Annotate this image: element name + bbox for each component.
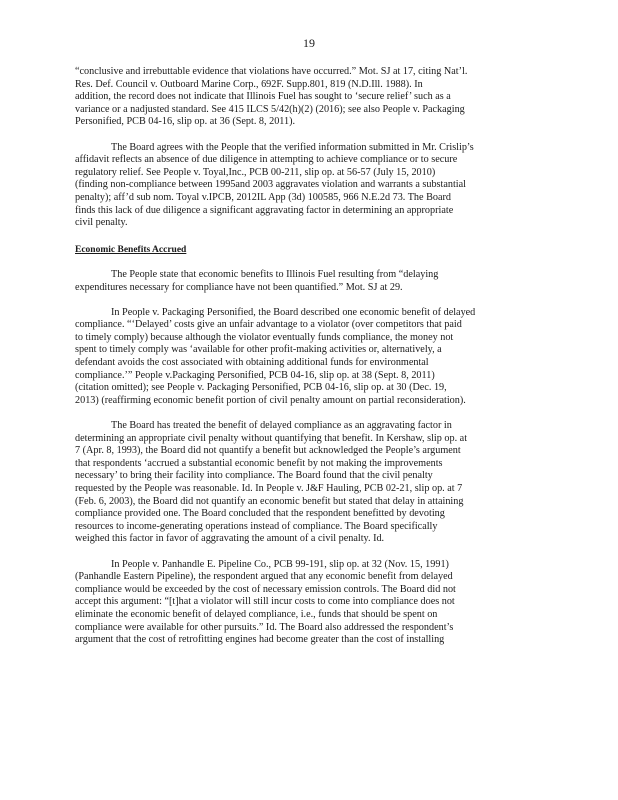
- text-line: regulatory relief. See People v. Toyal,Inc., PCB 00-211, slip op. at 56-57 (July 15, 2010): [75, 166, 436, 178]
- text-line: Res. Def. Council v. Outboard Marine Corp., 692F. Supp.801, 819 (N.D.Ill. 1988). In: [75, 78, 423, 90]
- section-heading: [75, 244, 543, 257]
- text-line: compliance would be exceeded by the cost of necessary emission controls. The Board did not: [75, 583, 456, 595]
- text-line: 2013) (reaffirming economic benefit portion of civil penalty amount on partial reconsideration).: [75, 394, 466, 406]
- text-line: compliance were available for other pursuits.” Id. The Board also addressed the respondent’s: [75, 621, 454, 633]
- text-line: compliance.’” People v.Packaging Personified, PCB 04-16, slip op. at 38 (Sept. 8, 2011): [75, 369, 435, 381]
- text-line: expenditures necessary for compliance have not been quantified.” Mot. SJ at 29.: [75, 281, 403, 293]
- text-line: The People state that economic benefits to Illinois Fuel resulting from “delaying: [111, 268, 439, 280]
- text-line: The Board has treated the benefit of delayed compliance as an aggravating factor in: [111, 420, 452, 432]
- text-line: determining an appropriate civil penalty without quantifying that benefit. In Kershaw, slip op. at: [75, 432, 468, 444]
- text-line: 7 (Apr. 8, 1993), the Board did not quantify a benefit but acknowledged the People’s argument: [75, 445, 461, 457]
- text-line: resources to income-generating operations instead of compliance. The Board specifically: [75, 520, 438, 532]
- text-line: In People v. Panhandle E. Pipeline Co., PCB 99-191, slip op. at 32 (Nov. 15, 1991): [111, 558, 449, 570]
- text-line: variance or a nadjusted standard. See 415 ILCS 5/42(h)(2) (2016); see also People v. Packaging: [75, 103, 465, 115]
- text-line: civil penalty.: [75, 217, 128, 229]
- text-line: (citation omitted); see People v. Packaging Personified, PCB 04-16, slip op. at 30 (Dec. 19,: [75, 382, 447, 394]
- text-line: addition, the record does not indicate that Illinois Fuel has sought to ‘secure relief’ such as a: [75, 91, 451, 103]
- body-paragraph: [75, 66, 543, 129]
- text-line: eliminate the economic benefit of delayed compliance, i.e., funds that should be spent on: [75, 608, 438, 620]
- text-line: affidavit reflects an absence of due diligence in attempting to achieve compliance or to secure: [75, 154, 458, 166]
- text-line: Personified, PCB 04-16, slip op. at 36 (Sept. 8, 2011).: [75, 116, 296, 128]
- text-line: necessary’ to bring their facility into compliance. The Board found that the civil penalty: [75, 470, 433, 482]
- text-line: to timely comply) because although the violator eventually funds compliance, the money not: [75, 331, 454, 343]
- text-line: (Feb. 6, 2003), the Board did not quantify an economic benefit but stated that delay in attaining: [75, 495, 464, 507]
- body-paragraph: [75, 269, 543, 294]
- text-line: (finding non-compliance between 1995and 2003 aggravates violation and warrants a substantial: [75, 179, 466, 191]
- body-paragraph: [75, 307, 543, 408]
- text-line: In People v. Packaging Personified, the Board described one economic benefit of delayed: [111, 306, 476, 318]
- body-paragraph: [75, 559, 543, 647]
- text-line: penalty); aff’d sub nom. Toyal v.IPCB, 2012IL App (3d) 100585, 966 N.E.2d 73. The Board: [75, 191, 451, 203]
- text-line: compliance provided one. The Board concluded that the respondent benefitted by devoting: [75, 508, 445, 520]
- text-line: argument that the cost of retrofitting engines had become greater than the cost of installing: [75, 634, 445, 646]
- text-line: that respondents ‘accrued a substantial economic benefit by not making the improvements: [75, 457, 443, 469]
- text-line: accept this argument: “[t]hat a violator will still incur costs to come into compliance does not: [75, 596, 455, 608]
- text-line: The Board agrees with the People that the verified information submitted in Mr. Crislip’s: [111, 141, 474, 153]
- document-body: [75, 66, 543, 647]
- text-line: (Panhandle Eastern Pipeline), the respondent argued that any economic benefit from delayed: [75, 571, 453, 583]
- text-line: compliance. “‘Delayed’ costs give an unfair advantage to a violator (over competitors that paid: [75, 319, 462, 331]
- text-line: finds this lack of due diligence a significant aggravating factor in determining an appropriate: [75, 204, 454, 216]
- text-line: Economic Benefits Accrued: [75, 244, 187, 255]
- page-number: 19: [303, 36, 315, 50]
- body-paragraph: [75, 420, 543, 546]
- body-paragraph: [75, 142, 543, 230]
- text-line: spent to timely comply was ‘available for other profit-making activities or, alternatively, a: [75, 344, 442, 356]
- text-line: weighed this factor in favor of aggravating the amount of a civil penalty. Id.: [75, 533, 385, 545]
- text-line: requested by the People was reasonable. Id. In People v. J&F Hauling, PCB 02-21, slip op. at 7: [75, 483, 463, 494]
- text-line: defendant avoids the cost associated with obtaining additional funds for environmental: [75, 357, 429, 369]
- text-line: “conclusive and irrebuttable evidence that violations have occurred.” Mot. SJ at 17, citing Nat’l.: [75, 66, 468, 77]
